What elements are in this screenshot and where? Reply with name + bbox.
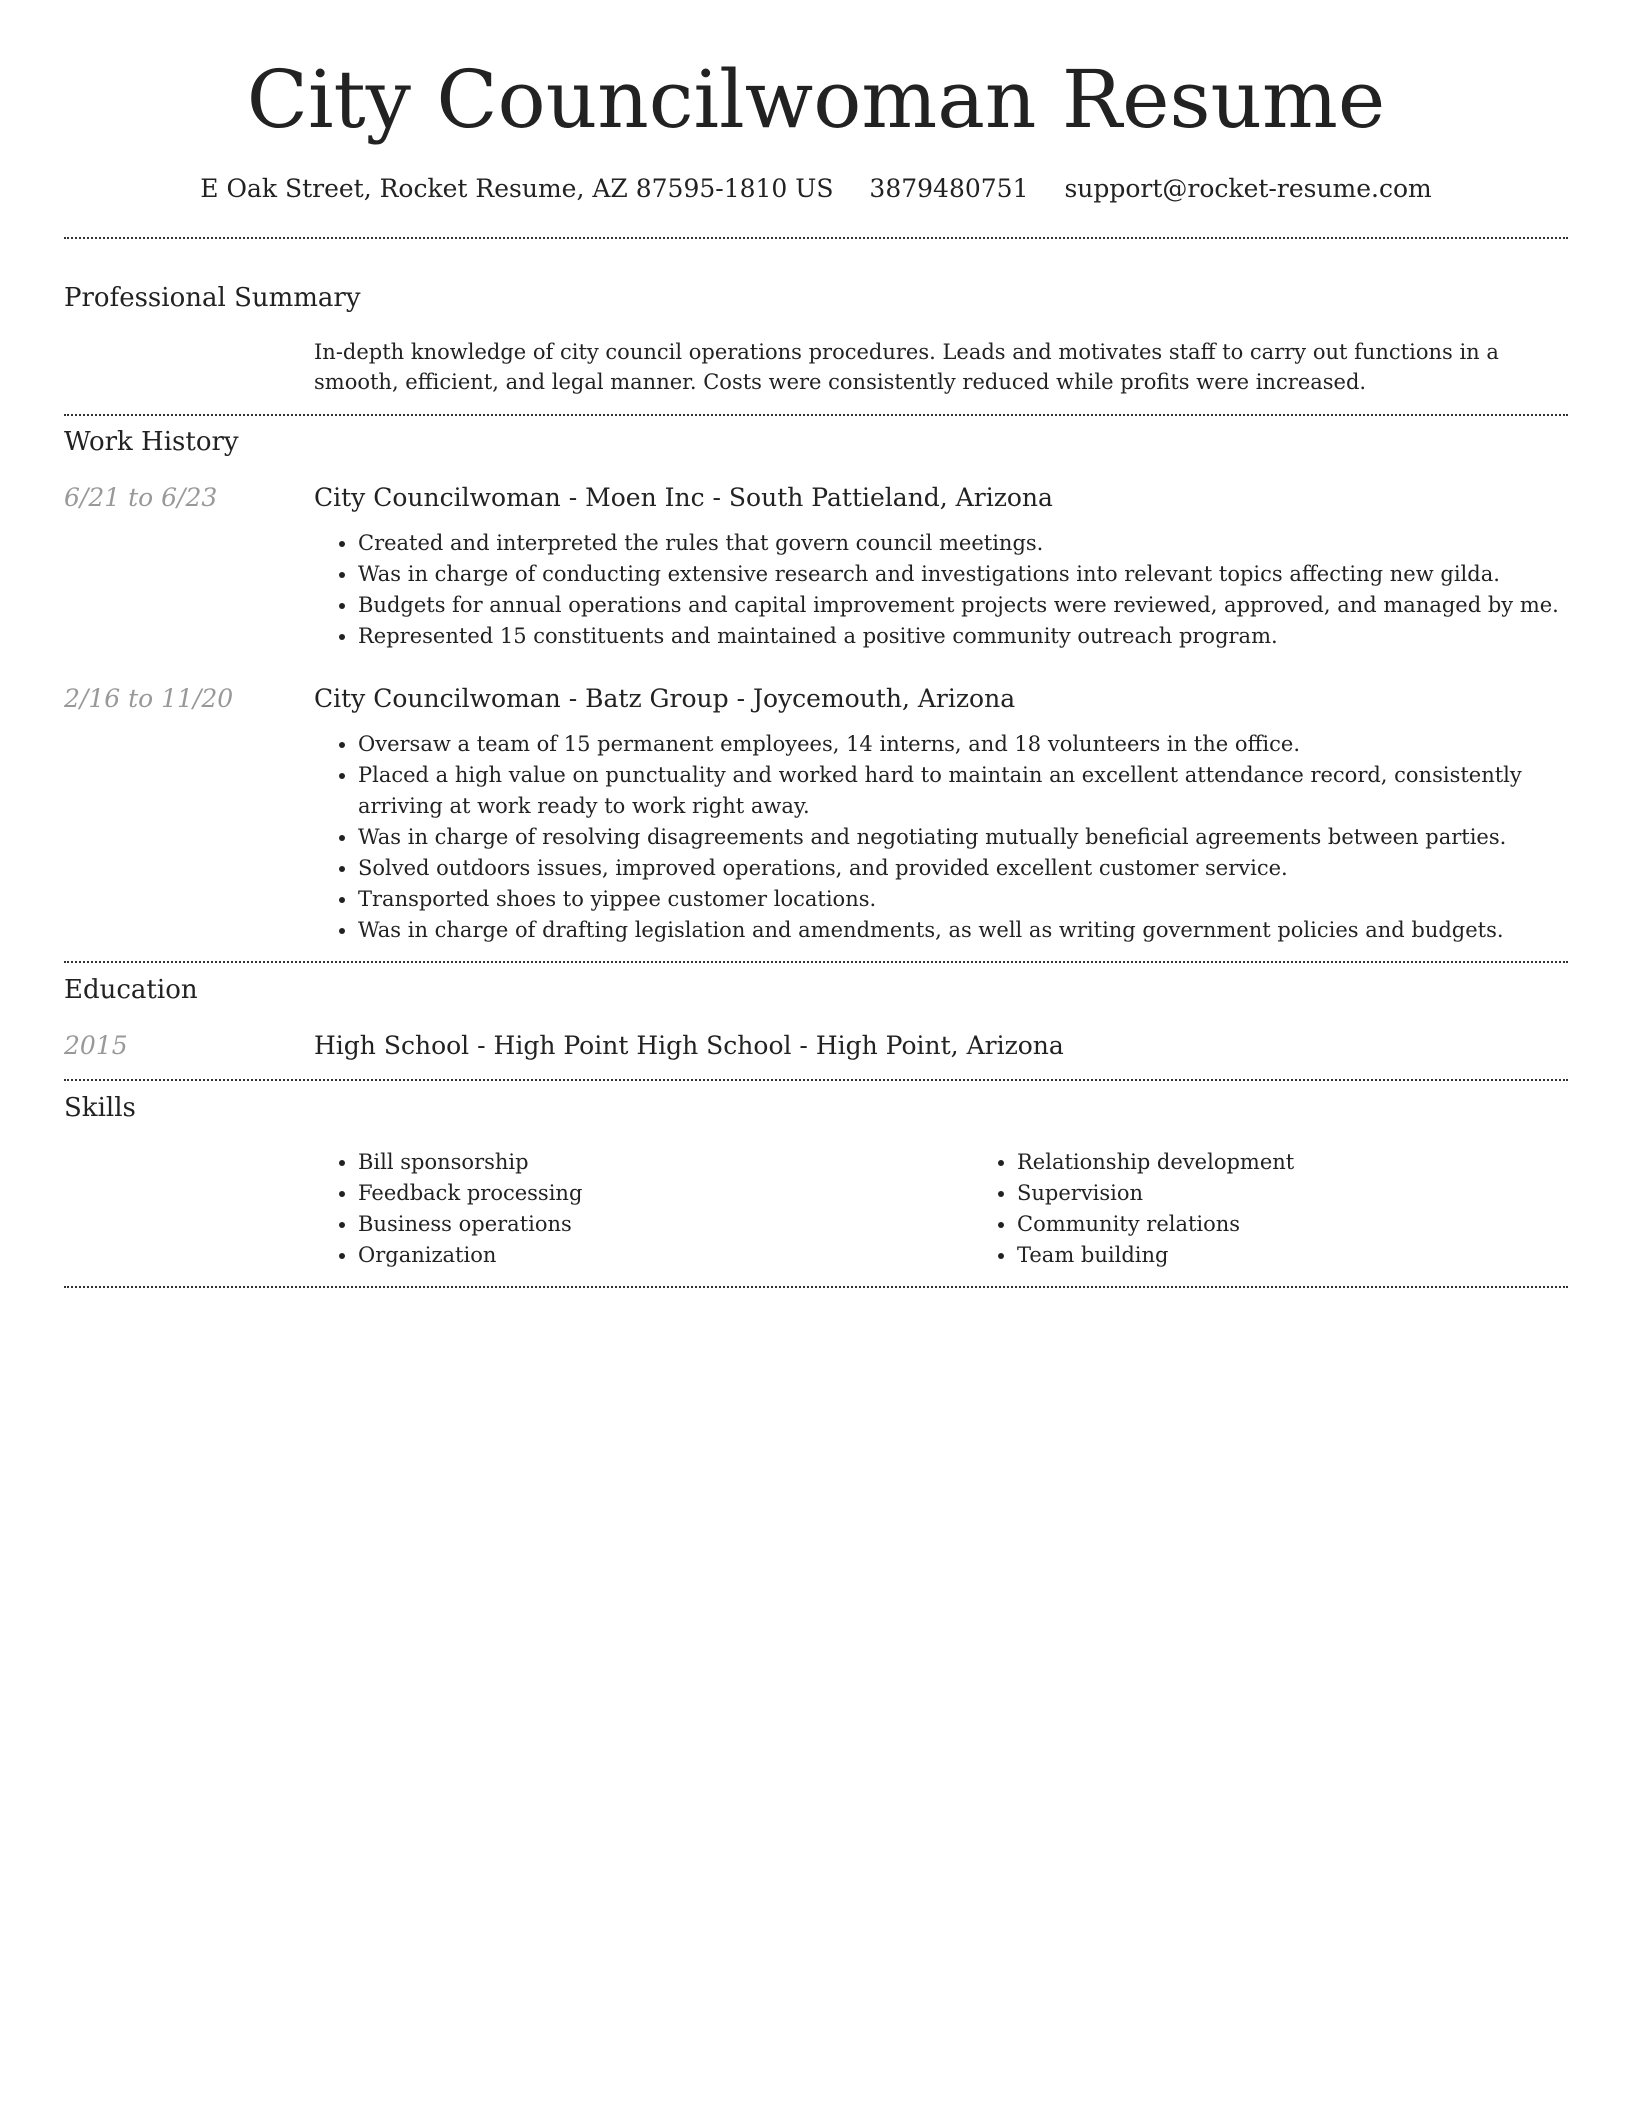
job-entry [64, 481, 1568, 652]
skill-item: • Organization [358, 1240, 973, 1271]
list-item: • Transported shoes to yippee customer locations. [358, 884, 1568, 915]
list-item: • Was in charge of drafting legislation and amendments, as well as writing government policies and budgets. [358, 915, 1568, 946]
contact-phone: 3879480751 [869, 174, 1029, 203]
skills-list-right [973, 1147, 1632, 1271]
education-year: 2015 [64, 1031, 128, 1060]
skill-item: • Team building [1017, 1240, 1632, 1271]
education-section [64, 973, 1568, 1063]
page-title: City Councilwoman Resume [246, 53, 1386, 146]
list-item: • Represented 15 constituents and maintained a positive community outreach program. [358, 621, 1568, 652]
contact-line [64, 172, 1568, 206]
list-item: • Oversaw a team of 15 permanent employees, 14 interns, and 18 volunteers in the office. [358, 729, 1568, 760]
list-item: • Placed a high value on punctuality and worked hard to maintain an excellent attendance record, consistently arriving at work ready to work right away. [358, 760, 1568, 822]
skill-item: • Feedback processing [358, 1178, 973, 1209]
section-heading-skills: Skills [64, 1093, 136, 1123]
job-dates: 6/21 to 6/23 [64, 483, 218, 512]
skill-item: • Relationship development [1017, 1147, 1632, 1178]
divider [64, 414, 1568, 416]
job-bullets [314, 528, 1568, 652]
skill-item: • Business operations [358, 1209, 973, 1240]
skills-list-left [314, 1147, 973, 1271]
work-history-section [64, 425, 1568, 946]
list-item: • Budgets for annual operations and capital improvement projects were reviewed, approved, and managed by me. [358, 590, 1568, 621]
section-heading-education: Education [64, 975, 198, 1005]
skills-section [64, 1091, 1568, 1271]
job-dates: 2/16 to 11/20 [64, 684, 234, 713]
job-title: City Councilwoman - Moen Inc - South Pattieland, Arizona [314, 483, 1053, 512]
job-title: City Councilwoman - Batz Group - Joycemouth, Arizona [314, 684, 1016, 713]
list-item: • Solved outdoors issues, improved operations, and provided excellent customer service. [358, 853, 1568, 884]
job-bullets [314, 729, 1568, 946]
summary-text: In-depth knowledge of city council operations procedures. Leads and motivates staff to carry out functions in a smooth, efficient, and legal manner. Costs were consistently reduced while profits were increased. [314, 340, 1499, 394]
list-item: • Was in charge of resolving disagreements and negotiating mutually beneficial agreements between parties. [358, 822, 1568, 853]
list-item: • Was in charge of conducting extensive research and investigations into relevant topics affecting new gilda. [358, 559, 1568, 590]
list-item: • Created and interpreted the rules that govern council meetings. [358, 528, 1568, 559]
contact-address: E Oak Street, Rocket Resume, AZ 87595-1810 US [200, 174, 834, 203]
skill-item: • Bill sponsorship [358, 1147, 973, 1178]
divider [64, 1079, 1568, 1081]
job-entry [64, 682, 1568, 946]
divider [64, 1286, 1568, 1288]
skill-item: • Supervision [1017, 1178, 1632, 1209]
summary-section [64, 281, 1568, 397]
skill-item: • Community relations [1017, 1209, 1632, 1240]
resume-page [64, 0, 1568, 1288]
contact-email: support@rocket-resume.com [1064, 174, 1432, 203]
section-heading-summary: Professional Summary [64, 283, 361, 313]
education-entry: High School - High Point High School - High Point, Arizona [314, 1031, 1064, 1060]
divider [64, 237, 1568, 239]
section-heading-work: Work History [64, 427, 239, 457]
divider [64, 961, 1568, 963]
